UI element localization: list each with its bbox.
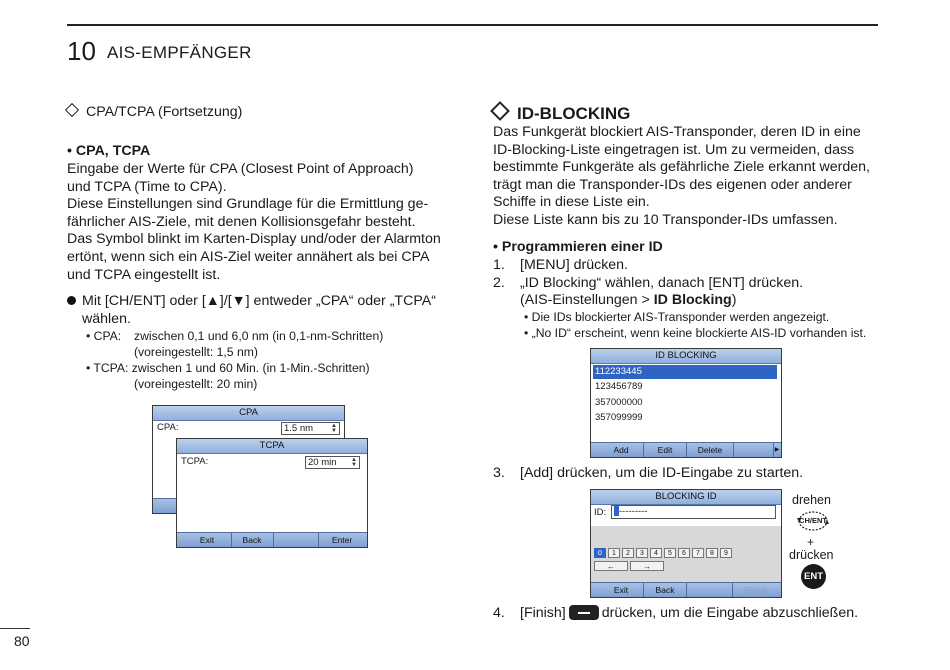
delete-button[interactable]: Delete	[697, 445, 723, 455]
left-arrow-key[interactable]: ←	[594, 561, 628, 571]
step-3-number: 3.	[493, 465, 505, 481]
id-list-item[interactable]: 357000000	[595, 397, 643, 408]
keypad-area	[591, 526, 781, 582]
right-arrow-key[interactable]: →	[630, 561, 664, 571]
section-heading: • CPA, TCPA	[67, 143, 151, 159]
cpa-label: CPA:	[157, 422, 179, 433]
cpa-value-field[interactable]: 1.5 nm ▲ ▼	[281, 422, 340, 435]
press-label: drücken	[789, 548, 834, 562]
ch-ent-label: CH/ENT	[799, 516, 827, 525]
step-2: „ID Blocking“ wählen, danach [ENT] drücken.	[520, 275, 804, 291]
id-blocking-button-bar	[591, 442, 781, 457]
intro-paragraph: Das Funkgerät blockiert AIS-Transponder, deren ID in eine ID-Blocking-Liste eingetragen ist. Um zu vermeiden, dass bestimmte Funkgeräte als gefährliche Ziele erkannt werden, trägt man die Transponder-IDs des eigenen oder anderer Schiffe in diese Liste ein. Diese Liste kann bis zu 10 Transponder-IDs umfassen.	[493, 124, 870, 228]
digit-key[interactable]: 8	[706, 548, 718, 558]
ent-button-icon: ENT	[801, 564, 826, 589]
enter-button[interactable]: Enter	[331, 535, 353, 545]
step-instruction: Mit [CH/ENT] oder [▲]/[▼] entweder „CPA“ oder „TCPA“	[67, 293, 436, 311]
blocking-id-title: BLOCKING ID	[591, 490, 781, 505]
tcpa-screen-title: TCPA	[177, 439, 367, 454]
chapter-title: AIS-EMPFÄNGER	[107, 43, 252, 62]
step-instruction-cont: wählen.	[82, 311, 131, 327]
top-rule	[67, 24, 878, 26]
diamond-icon	[65, 103, 79, 117]
digit-keys	[594, 548, 784, 558]
cpa-default: (voreingestellt: 1,5 nm)	[134, 345, 258, 359]
cpa-range-label: • CPA:	[86, 329, 122, 343]
digit-key[interactable]: 7	[692, 548, 704, 558]
back-button[interactable]: Back	[242, 535, 262, 545]
id-list-item[interactable]: 357099999	[595, 412, 643, 423]
bar-separator	[733, 443, 734, 457]
minus-softkey-icon	[569, 605, 599, 620]
diamond-icon	[490, 101, 510, 121]
digit-key[interactable]: 9	[720, 548, 732, 558]
tcpa-value-field[interactable]: 20 min ▲ ▼	[305, 456, 360, 469]
step-1-number: 1.	[493, 257, 505, 273]
id-input-field[interactable]: ---------	[611, 505, 776, 519]
step-2-path: (AIS-Einstellungen > ID Blocking)	[520, 292, 737, 308]
turn-label: drehen	[792, 493, 831, 507]
cpa-range: zwischen 0,1 und 6,0 nm (in 0,1-nm-Schritten)	[134, 329, 384, 343]
digit-key[interactable]: 6	[678, 548, 690, 558]
note-2: • „No ID“ erscheint, wenn keine blockierte AIS-ID vorhanden ist.	[524, 326, 867, 340]
ch-ent-knob-icon	[795, 509, 831, 533]
step-1: [MENU] drücken.	[520, 257, 629, 273]
bar-separator	[273, 533, 274, 547]
step-4: [Finish] drücken, um die Eingabe abzuschließen.	[520, 605, 859, 621]
back-button[interactable]: Back	[655, 585, 675, 595]
step-3: [Add] drücken, um die ID-Eingabe zu starten.	[520, 465, 804, 481]
add-button[interactable]: Add	[613, 445, 629, 455]
id-label: ID:	[594, 507, 607, 518]
digit-key[interactable]: 2	[622, 548, 634, 558]
chapter-number: 10	[67, 36, 96, 66]
continuation-heading: CPA/TCPA (Fortsetzung)	[67, 104, 242, 122]
blocking-id-button-bar	[591, 582, 781, 597]
exit-button[interactable]: Exit	[613, 585, 629, 595]
spin-arrows-icon: ▲ ▼	[351, 457, 357, 468]
id-blocking-screen	[590, 348, 782, 458]
blocking-id-screen	[590, 489, 782, 598]
id-list-item[interactable]: 112233445	[593, 365, 777, 379]
note-1: • Die IDs blockierter AIS-Transponder werden angezeigt.	[524, 310, 830, 324]
finish-button[interactable]: Finish	[744, 585, 768, 595]
spin-arrows-icon: ▲ ▼	[331, 423, 337, 434]
digit-key[interactable]: 5	[664, 548, 676, 558]
more-arrow-icon[interactable]: ▶	[774, 447, 780, 453]
digit-key[interactable]: 0	[594, 548, 606, 558]
page-rule	[0, 628, 30, 629]
digit-key[interactable]: 1	[608, 548, 620, 558]
bar-separator	[686, 583, 687, 597]
page-number: 80	[14, 633, 30, 649]
cpa-screen-title: CPA	[153, 406, 344, 421]
id-blocking-title: ID BLOCKING	[591, 349, 781, 364]
step-2-number: 2.	[493, 275, 505, 291]
bullet-dot-icon	[67, 296, 76, 305]
tcpa-label: TCPA:	[181, 456, 209, 467]
id-blocking-heading: ID-BLOCKING	[493, 104, 630, 124]
tcpa-button-bar	[177, 532, 367, 547]
digit-key[interactable]: 4	[650, 548, 662, 558]
step-4-number: 4.	[493, 605, 505, 621]
plus-sign: +	[807, 535, 815, 549]
tcpa-default: (voreingestellt: 20 min)	[134, 377, 258, 391]
exit-button[interactable]: Exit	[199, 535, 215, 545]
tcpa-screen	[176, 438, 368, 548]
edit-button[interactable]: Edit	[657, 445, 673, 455]
description-paragraph: Eingabe der Werte für CPA (Closest Point of Approach) und TCPA (Time to CPA). Diese Einstellungen sind Grundlage für die Ermittlung ge- fährlicher AIS-Ziele, mit denen Kollisionsgefahr besteht. Das Symbol blinkt im Karten-Display und/oder der Alarmton ertönt, wenn sich ein AIS-Ziel weiter annähert als bei CPA und TCPA eingestellt ist.	[67, 161, 441, 283]
digit-key[interactable]: 3	[636, 548, 648, 558]
id-list-item[interactable]: 123456789	[595, 381, 643, 392]
tcpa-range: • TCPA: zwischen 1 und 60 Min. (in 1-Min.-Schritten)	[86, 361, 370, 375]
programming-heading: • Programmieren einer ID	[493, 239, 663, 255]
